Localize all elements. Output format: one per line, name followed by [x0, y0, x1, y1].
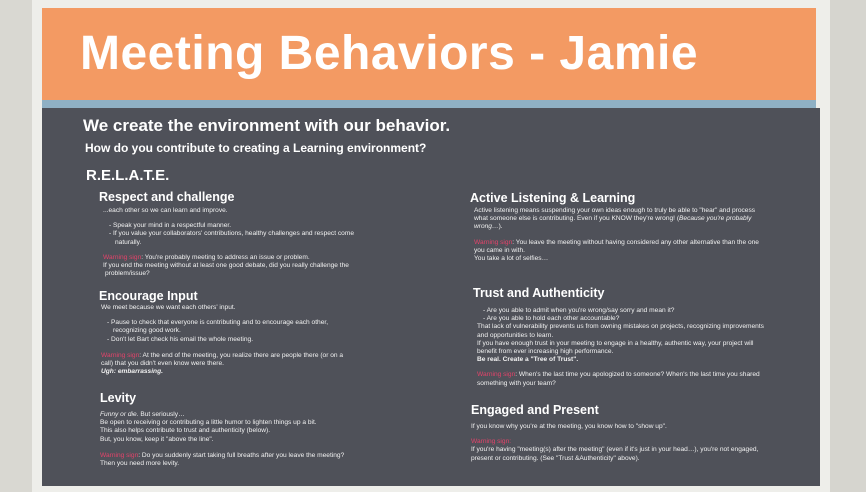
section-intro: We meet because we want each others' input. [101, 304, 236, 311]
active-line: what someone else is contributing. Even if you KNOW they're wrong! ( [474, 215, 680, 223]
bullet: - Speak your mind in a respectful manner. [109, 222, 232, 230]
trust-line: benefit from ever increasing high performance. [477, 348, 614, 356]
active-line-italic: wrong… [474, 223, 499, 231]
bullet: - Pause to check that everyone is contributing and to encourage each other, [107, 319, 329, 327]
section-levity [100, 391, 430, 468]
content-panel [42, 108, 820, 486]
warning-text: If you're having "meeting(s) after the meeting" (even if it's just in your head…), you're not engaged, [471, 446, 759, 454]
warning-text: problem/issue? [105, 270, 150, 278]
section-heading: Engaged and Present [471, 403, 599, 417]
warning-label: Warning sign [100, 451, 139, 459]
slide [32, 0, 830, 492]
section-respect [99, 190, 429, 278]
active-line: ). [498, 223, 503, 231]
warning-text: If you end the meeting without at least one good debate, did you really challenge the [103, 262, 349, 270]
bullet-cont: recognizing good work. [113, 327, 181, 335]
warning-text: Ugh: embarrassing. [101, 368, 163, 376]
trust-line: That lack of vulnerability prevents us from owning mistakes on projects, recognizing improvements [477, 323, 764, 331]
title-banner [42, 8, 816, 100]
headline: We create the environment with our behavior. [83, 116, 451, 135]
warning-text: call) that you didn't even know were there. [101, 360, 224, 368]
warning-text: Then you need more levity. [100, 460, 180, 468]
bullet-cont: naturally. [115, 238, 142, 246]
warning-label: Warning sign [477, 371, 516, 379]
section-heading: Active Listening & Learning [470, 191, 636, 205]
trust-line: and opportunities to learn. [477, 331, 554, 339]
trust-line: Be real. Create a "Tree of Trust". [477, 356, 579, 364]
active-line: Active listening means suspending your own ideas enough to truly be able to "hear" and process [474, 207, 756, 214]
section-active-listening [470, 191, 770, 263]
warning-text: : You're probably meeting to address an issue or problem. [141, 253, 310, 261]
warning-label: Warning sign [471, 438, 510, 446]
warning-label: Warning sign [474, 238, 513, 246]
warning-text: : At the end of the meeting, you realize there are people there (or on a [139, 351, 344, 359]
section-engaged [471, 403, 771, 463]
slide-title: Meeting Behaviors - Jamie [80, 27, 699, 80]
accent-strip [42, 100, 816, 108]
warning-text: something with your team? [477, 379, 556, 387]
section-heading: Encourage Input [99, 289, 198, 303]
section-intro: ...each other so we can learn and improve. [103, 207, 228, 214]
engaged-line: If you know why you're at the meeting, you know how to "show up". [471, 423, 667, 430]
levity-line: But, you know, keep it "above the line". [100, 435, 214, 443]
warning-text: you came in with. [474, 246, 525, 254]
subheadline: How do you contribute to creating a Learning environment? [85, 141, 427, 155]
warning-text: present or contributing. (See "Trust &Authenticity" above). [471, 454, 640, 462]
frame-left [0, 0, 32, 492]
bullet: - If you value your collaborators' contributions, healthy challenges and respect come [109, 230, 354, 238]
section-heading: Levity [100, 391, 137, 405]
warning-text: : You leave the meeting without having considered any other alternative than the one [512, 238, 759, 246]
warning-text: : When's the last time you apologized to someone? When's the last time you shared [515, 371, 760, 379]
bullet: - Don't let Bart check his email the whole meeting. [107, 335, 254, 343]
section-heading: Trust and Authenticity [473, 286, 605, 300]
section-heading: Respect and challenge [99, 190, 235, 204]
warning-text: : Do you suddenly start taking full breaths after you leave the meeting? [138, 451, 345, 459]
active-line-italic: Because you're probably [679, 215, 752, 223]
bullet: - Are you able to hold each other accountable? [483, 315, 620, 323]
warning-text: You take a lot of selfies… [474, 255, 549, 263]
section-encourage [99, 289, 429, 376]
bullet: - Are you able to admit when you're wrong/say sorry and mean it? [483, 307, 675, 314]
levity-intro: But seriously… [138, 411, 185, 418]
trust-line: If you have enough trust in your meeting to engage in a healthy, authentic way, your project will [477, 339, 754, 347]
warning-colon: : [509, 438, 512, 446]
levity-line: This also helps contribute to trust and authenticity (below). [100, 427, 271, 435]
levity-intro-italic: Funny or die. [100, 411, 139, 418]
section-trust [473, 286, 773, 388]
warning-label: Warning sign [101, 351, 140, 359]
acronym-heading: R.E.L.A.T.E. [86, 167, 170, 184]
warning-label: Warning sign [103, 253, 142, 261]
levity-line: Be open to receiving or contributing a little humor to lighten things up a bit. [100, 419, 317, 427]
